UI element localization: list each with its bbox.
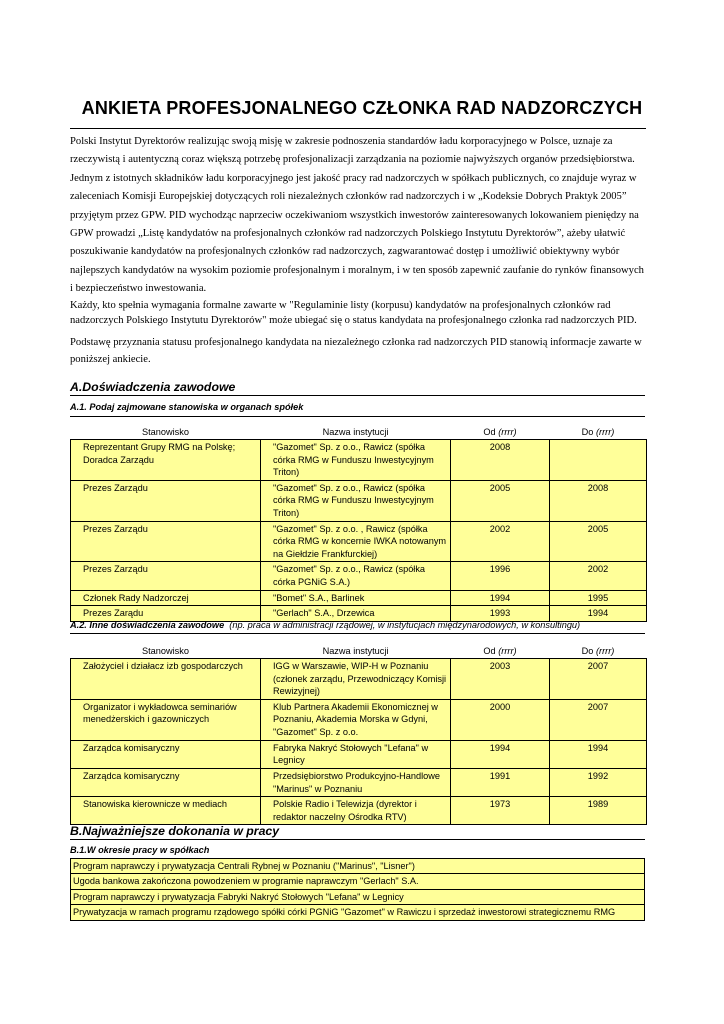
a2-cell-position[interactable]: Założyciel i działacz izb gospodarczych — [71, 659, 261, 700]
table-row — [71, 440, 647, 481]
b1-item[interactable]: Program naprawczy i prywatyzacja Centrali Rybnej w Poznaniu ("Marinus", "Lisner") — [71, 859, 645, 874]
a1-cell-from[interactable]: 1996 — [451, 562, 550, 590]
a1-cell-to[interactable]: 1994 — [550, 606, 647, 622]
a2-cell-position[interactable]: Organizator i wykładowca seminariów menedżerskich i gazowniczych — [71, 699, 261, 740]
b1-item[interactable]: Program naprawczy i prywatyzacja Fabryki Nakryć Stołowych "Lefana" w Legnicy — [71, 889, 645, 904]
a2-cell-from[interactable]: 1991 — [451, 768, 550, 796]
a2-cell-institution[interactable]: Polskie Radio i Telewizja (dyrektor i redaktor naczelny Ośrodka RTV) — [261, 797, 451, 825]
a1-cell-to[interactable]: 1995 — [550, 590, 647, 606]
list-item — [71, 889, 645, 904]
a1-cell-position[interactable]: Prezes Zarządu — [71, 562, 261, 590]
a1-header-to: Do (rrrr) — [550, 424, 647, 440]
section-a2-title: A.2. Inne doświadczenia zawodowe (np. praca w administracji rządowej, w instytucjach międzynarodowych, w konsultingu) — [70, 620, 581, 630]
a1-cell-to[interactable]: 2002 — [550, 562, 647, 590]
a1-cell-to[interactable]: 2008 — [550, 480, 647, 521]
a2-cell-institution[interactable]: IGG w Warszawie, WIP-H w Poznaniu (członek zarządu, Przewodniczący Komisji Rewizyjnej) — [261, 659, 451, 700]
table-row — [71, 606, 647, 622]
a1-cell-position[interactable]: Prezes Zarządu — [71, 480, 261, 521]
a2-cell-from[interactable]: 2003 — [451, 659, 550, 700]
a1-cell-institution[interactable]: "Gazomet" Sp. z o.o., Rawicz (spółka córka RMG w Funduszu Inwestycyjnym Triton) — [261, 480, 451, 521]
a1-header-row — [71, 424, 647, 440]
a1-cell-from[interactable]: 2008 — [451, 440, 550, 481]
table-row — [71, 740, 647, 768]
intro-paragraph-1: Polski Instytut Dyrektorów realizując swoją misję w zakresie podnoszenia standardów ładu korporacyjnego w Polsce, uznaje za rzeczywistą i autentyczną coraz większą potrzebę profesjonalizacji zarządzania na poziomie najwyższych organów przedsiębiorstwa. Jednym z istotnych składników ładu korporacyjnego jest jakość pracy rad nadzorczych w spółkach publicznych, co znajduje wyraz w zaleceniach Komisji Europejskiej dotyczących roli niezależnych członków rad nadzorczych i w „Kodeksie Dobrych Praktyk 2005” przyjętym przez GPW. PID wychodząc naprzeciw oczekiwaniom wszystkich inwestorów zainteresowanych lokowaniem pieniędzy na GPW prowadzi „Listę kandydatów na profesjonalnych członków rad nadzorczych Polskiego Instytutu Dyrektorów”, ażeby ułatwić poszukiwanie kandydatów na profesjonalnych członków rad nadzorczych, zagwarantować dostęp i umożliwić obiektywny wybór najlepszych kandydatów na wysokim poziomie profesjonalnym i moralnym, i w ten sposób zapewnić zaufanie do rynków finansowych i bezpieczeństwo inwestowania. — [70, 136, 644, 295]
a1-cell-from[interactable]: 2005 — [451, 480, 550, 521]
intro-paragraph-2: Każdy, kto spełnia wymagania formalne zawarte w "Regulaminie listy (korpusu) kandydatów na profesjonalnych członków rad nadzorczych Polskiego Instytutu Dyrektorów" może ubiegać się o status kandydata na profesjonalnego członka rad nadzorczych PID. — [70, 299, 637, 326]
section-a2-note: (np. praca w administracji rządowej, w instytucjach międzynarodowych, w konsultingu) — [229, 620, 581, 630]
a2-cell-to[interactable]: 1989 — [550, 797, 647, 825]
a2-cell-to[interactable]: 1992 — [550, 768, 647, 796]
table-row — [71, 562, 647, 590]
a1-cell-to[interactable] — [550, 440, 647, 481]
b1-item[interactable]: Prywatyzacja w ramach programu rządowego spółki córki PGNiG "Gazomet" w Rawiczu i sprzedaż inwestorowi strategicznemu RMG — [71, 905, 645, 920]
table-row — [71, 768, 647, 796]
a1-header-position: Stanowisko — [71, 424, 261, 440]
a2-cell-from[interactable]: 2000 — [451, 699, 550, 740]
section-a1-title: A.1. Podaj zajmowane stanowiska w organach spółek — [70, 402, 304, 412]
table-row — [71, 480, 647, 521]
a1-cell-institution[interactable]: "Gazomet" Sp. z o.o., Rawicz (spółka córka PGNiG S.A.) — [261, 562, 451, 590]
a1-table — [70, 424, 647, 622]
table-row — [71, 659, 647, 700]
a2-cell-position[interactable]: Zarządca komisaryczny — [71, 768, 261, 796]
a2-cell-to[interactable]: 1994 — [550, 740, 647, 768]
a1-cell-institution[interactable]: "Bomet" S.A., Barlinek — [261, 590, 451, 606]
a2-table — [70, 643, 647, 825]
page-title: ANKIETA PROFESJONALNEGO CZŁONKA RAD NADZORCZYCH — [81, 98, 643, 118]
intro-paragraph-3: Podstawę przyznania statusu profesjonalnego kandydata na niezależnego członka rad nadzorczych PID stanowią informacje zawarte w poniższej ankiecie. — [70, 336, 642, 366]
b1-item[interactable]: Ugoda bankowa zakończona powodzeniem w programie naprawczym "Gerlach" S.A. — [71, 874, 645, 889]
a1-cell-position[interactable]: Prezes Zarądu — [71, 606, 261, 622]
list-item — [71, 859, 645, 874]
intro-text — [70, 128, 646, 369]
section-a-title: A.Doświadczenia zawodowe — [70, 380, 645, 396]
a1-cell-from[interactable]: 1994 — [451, 590, 550, 606]
section-b-title: B.Najważniejsze dokonania w pracy — [70, 824, 645, 840]
a1-cell-to[interactable]: 2005 — [550, 521, 647, 562]
table-row — [71, 699, 647, 740]
list-item — [71, 874, 645, 889]
a2-cell-to[interactable]: 2007 — [550, 699, 647, 740]
section-a1-rule — [70, 416, 645, 417]
b1-list — [70, 858, 645, 921]
a2-cell-position[interactable]: Zarządca komisaryczny — [71, 740, 261, 768]
a2-header-to: Do (rrrr) — [550, 643, 647, 659]
table-row — [71, 521, 647, 562]
a2-cell-position[interactable]: Stanowiska kierownicze w mediach — [71, 797, 261, 825]
a2-header-institution: Nazwa instytucji — [261, 643, 451, 659]
a1-cell-position[interactable]: Członek Rady Nadzorczej — [71, 590, 261, 606]
a1-cell-position[interactable]: Reprezentant Grupy RMG na Polskę; Doradca Zarządu — [71, 440, 261, 481]
a1-cell-institution[interactable]: "Gazomet" Sp. z o.o. , Rawicz (spółka córka RMG w koncernie IWKA notowanym na Giełdzie Frankfurckiej) — [261, 521, 451, 562]
a2-cell-from[interactable]: 1973 — [451, 797, 550, 825]
a2-header-position: Stanowisko — [71, 643, 261, 659]
a1-cell-institution[interactable]: "Gazomet" Sp. z o.o., Rawicz (spółka córka RMG w Funduszu Inwestycyjnym Triton) — [261, 440, 451, 481]
section-a2-rule — [70, 633, 645, 634]
a2-cell-from[interactable]: 1994 — [451, 740, 550, 768]
a1-cell-institution[interactable]: "Gerlach" S.A., Drzewica — [261, 606, 451, 622]
a1-cell-from[interactable]: 1993 — [451, 606, 550, 622]
a1-cell-position[interactable]: Prezes Zarządu — [71, 521, 261, 562]
a2-cell-institution[interactable]: Przedsiębiorstwo Produkcyjno-Handlowe "Marinus" w Poznaniu — [261, 768, 451, 796]
a2-header-row — [71, 643, 647, 659]
table-row — [71, 590, 647, 606]
a2-header-from: Od (rrrr) — [451, 643, 550, 659]
a2-cell-to[interactable]: 2007 — [550, 659, 647, 700]
a1-header-institution: Nazwa instytucji — [261, 424, 451, 440]
a1-header-from: Od (rrrr) — [451, 424, 550, 440]
table-row — [71, 797, 647, 825]
section-b1-title: B.1.W okresie pracy w spółkach — [70, 845, 210, 855]
a2-cell-institution[interactable]: Fabryka Nakryć Stołowych "Lefana" w Legnicy — [261, 740, 451, 768]
list-item — [71, 905, 645, 920]
a1-cell-from[interactable]: 2002 — [451, 521, 550, 562]
a2-cell-institution[interactable]: Klub Partnera Akademii Ekonomicznej w Poznaniu, Akademia Morska w Gdyni, "Gazomet" Sp. z o.o. — [261, 699, 451, 740]
